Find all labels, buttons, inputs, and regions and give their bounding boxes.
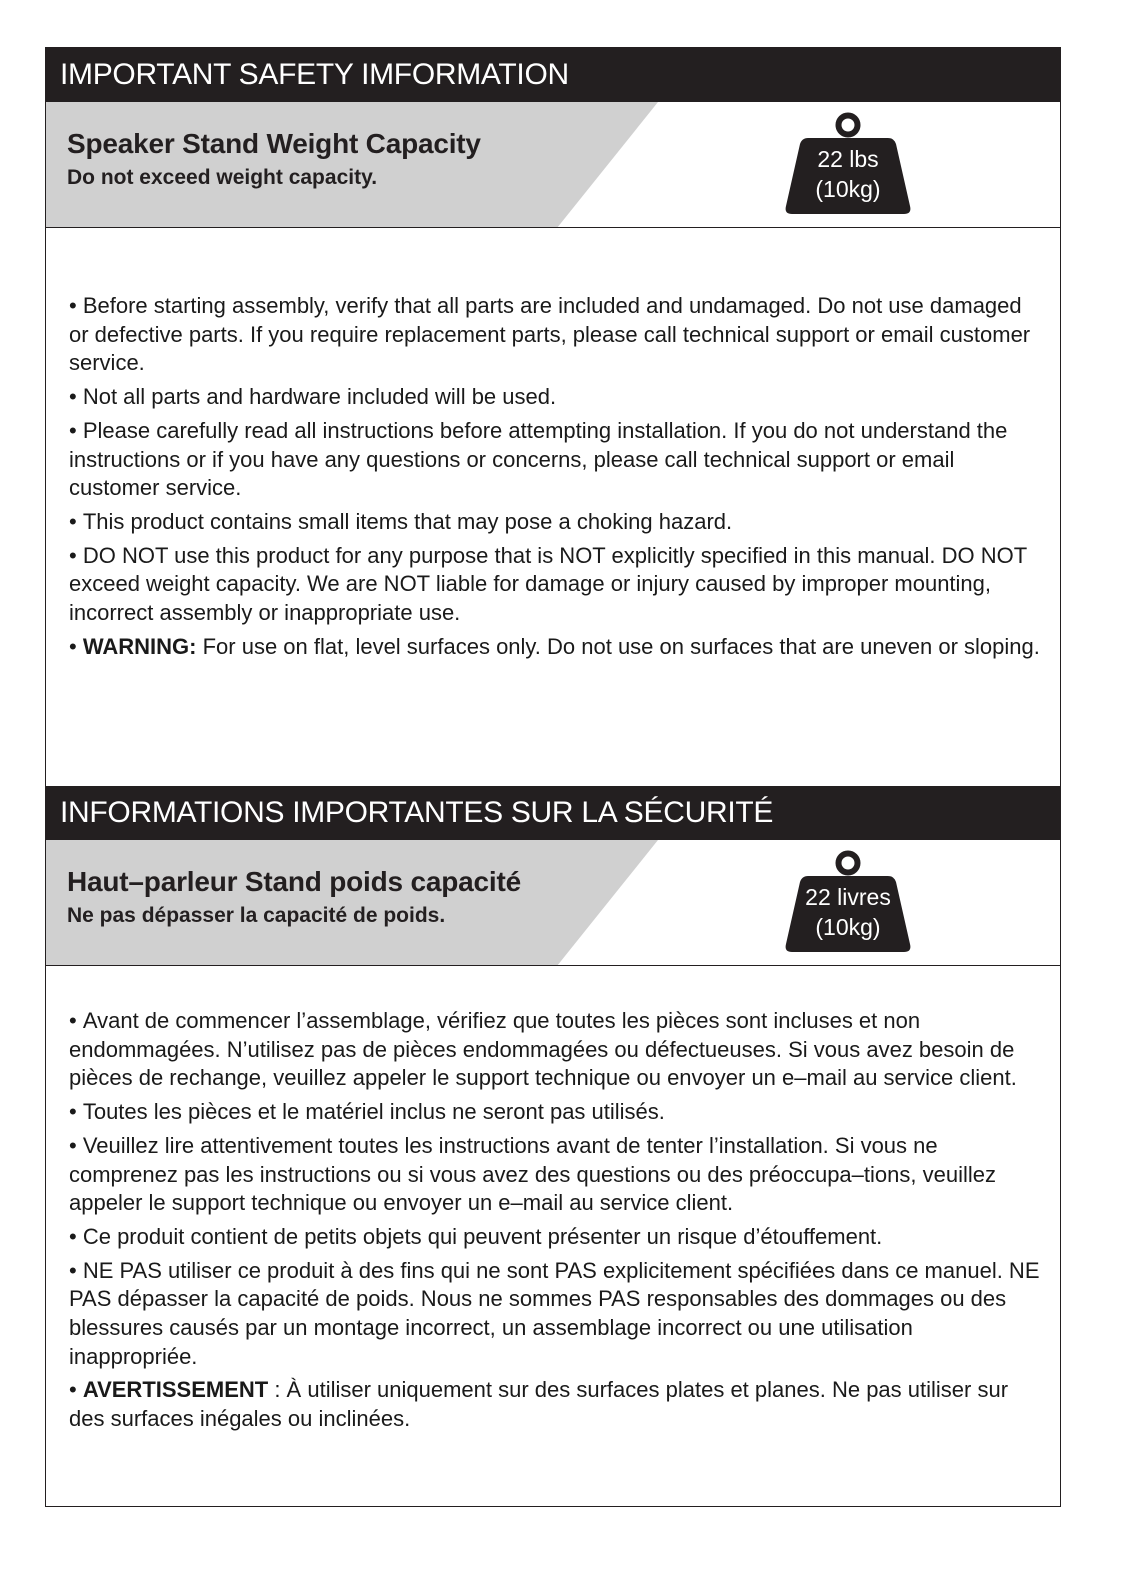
capacity-subtitle: Do not exceed weight capacity. [67, 166, 378, 189]
english-header: IMPORTANT SAFETY IMFORMATION [46, 48, 1060, 102]
french-header: INFORMATIONS IMPORTANTES SUR LA SÉCURITÉ [46, 786, 1060, 840]
list-item: • Before starting assembly, verify that all parts are included and undamaged. Do not use damaged or defective parts. If you require replacement parts, please call technical support or email customer service. [69, 292, 1044, 378]
english-capacity-row [46, 102, 1060, 228]
french-capacity-row [46, 840, 1060, 966]
warning-item [69, 1376, 1044, 1433]
list-item: • Ce produit contient de petits objets qui peuvent présenter un risque d’étouffement. [69, 1223, 1044, 1252]
list-item: • Please carefully read all instructions before attempting installation. If you do not understand the instructions or if you have any questions or concerns, please call technical support or email customer service. [69, 417, 1044, 503]
warning-label: WARNING: [82, 633, 197, 659]
weight-label-kg: (10kg) [815, 914, 881, 940]
weight-label-kg: (10kg) [815, 176, 881, 202]
warning-text: For use on flat, level surfaces only. Do not use on surfaces that are uneven or sloping. [196, 633, 1040, 659]
warning-label: AVERTISSEMENT [82, 1377, 269, 1403]
list-item: • Veuillez lire attentivement toutes les instructions avant de tenter l’installation. Si vous ne comprenez pas les instructions ou si vous avez des questions ou des préoccupa–tions, veuillez appeler le support technique ou envoyer un e–mail au service client. [69, 1132, 1044, 1218]
list-item: • Avant de commencer l’assemblage, vérifiez que toutes les pièces sont incluses et non endommagées. N’utilisez pas de pièces endommagées ou défectueuses. Si vous avez besoin de pièces de rechange, veuillez appeler le support technique ou envoyer un e–mail au service client. [69, 1007, 1044, 1093]
capacity-title: Haut–parleur Stand poids capacité [67, 866, 521, 897]
english-bullet-list [69, 292, 1044, 666]
list-item: • NE PAS utiliser ce produit à des fins qui ne sont PAS explicitement spécifiées dans ce manuel. NE PAS dépasser la capacité de poids. Nous ne sommes PAS responsables des dommages ou des blessures causés par un montage incorrect, un assemblage incorrect ou une utilisation inappropriée. [69, 1257, 1044, 1372]
list-item: • Not all parts and hardware included will be used. [69, 383, 1044, 412]
warning-item [69, 633, 1044, 662]
safety-info-frame [45, 47, 1061, 1507]
capacity-subtitle: Ne pas dépasser la capacité de poids. [67, 904, 446, 927]
warning-text: : À utiliser uniquement sur des surfaces plates et planes. Ne pas utiliser sur des surfaces inégales ou inclinées. [69, 1377, 1009, 1432]
list-item: • DO NOT use this product for any purpose that is NOT explicitly specified in this manual. DO NOT exceed weight capacity. We are NOT liable for damage or injury caused by improper mounting, incorrect assembly or inappropriate use. [69, 542, 1044, 628]
weight-label-lbs: 22 lbs [817, 146, 879, 172]
french-bullet-list [69, 1007, 1044, 1439]
capacity-title: Speaker Stand Weight Capacity [67, 128, 481, 159]
list-item: • This product contains small items that may pose a choking hazard. [69, 508, 1044, 537]
list-item: • Toutes les pièces et le matériel inclus ne seront pas utilisés. [69, 1098, 1044, 1127]
weight-label-livres: 22 livres [805, 884, 891, 910]
